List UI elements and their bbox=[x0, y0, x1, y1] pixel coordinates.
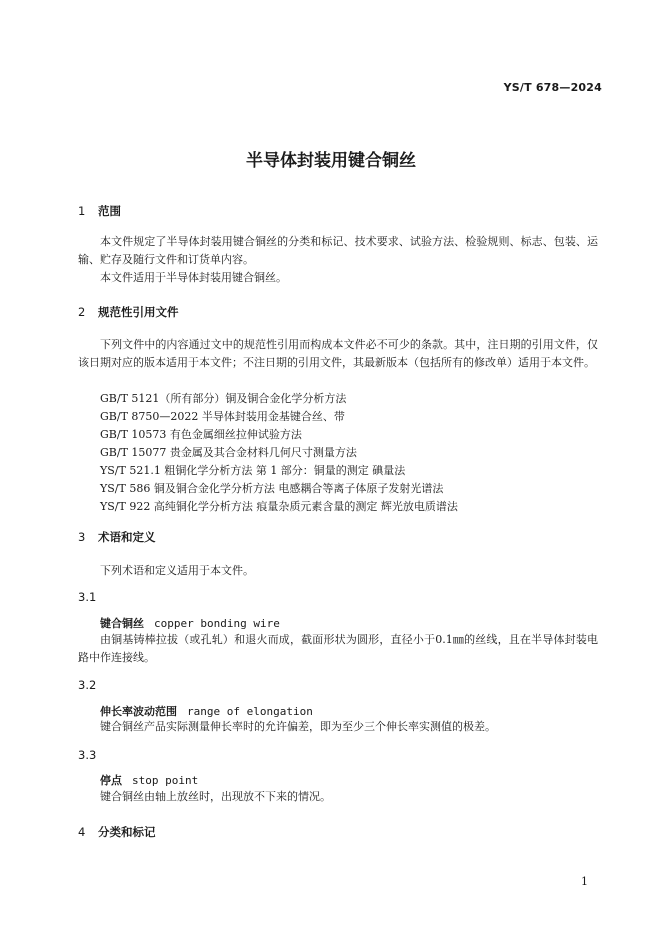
term-definition: 键合铜丝由轴上放丝时，出现放不下来的情况。 bbox=[100, 790, 331, 803]
term-chinese: 伸长率波动范围 bbox=[100, 705, 177, 718]
term-entry bbox=[100, 615, 280, 631]
section-heading-scope bbox=[78, 203, 121, 219]
term-english: stop point bbox=[132, 774, 199, 787]
term-entry bbox=[100, 703, 313, 719]
term-definition: 键合铜丝产品实际测量伸长率时的允许偏差，即为至少三个伸长率实测值的极差。 bbox=[100, 720, 496, 733]
paragraph-scope-1: 本文件规定了半导体封装用键合铜丝的分类和标记、技术要求、试验方法、检验规则、标志、包装、运输、贮存及随行文件和订货单内容。 bbox=[78, 235, 598, 266]
paragraph-references-intro: 下列文件中的内容通过文中的规范性引用而构成本文件必不可少的条款。其中，注日期的引用文件，仅该日期对应的版本适用于本文件；不注日期的引用文件，其最新版本（包括所有的修改单）适用于本文件。 bbox=[78, 338, 598, 369]
reference-item: GB/T 8750—2022 半导体封装用金基键合丝、带 bbox=[100, 410, 345, 423]
section-number: 4 bbox=[78, 825, 86, 839]
term-entry bbox=[100, 772, 198, 788]
term-english: range of elongation bbox=[187, 705, 313, 718]
section-heading-normative-references bbox=[78, 304, 179, 320]
reference-item: YS/T 922 高纯铜化学分析方法 痕量杂质元素含量的测定 辉光放电质谱法 bbox=[100, 500, 458, 513]
term-number: 3.1 bbox=[78, 590, 97, 604]
term-number: 3.3 bbox=[78, 748, 97, 762]
section-title: 范围 bbox=[98, 204, 121, 218]
document-title: 半导体封装用键合铜丝 bbox=[246, 151, 416, 171]
section-heading-terms bbox=[78, 529, 156, 545]
document-code: YS/T 678—2024 bbox=[503, 81, 602, 94]
term-definition: 由铜基铸棒拉拔（或孔轧）和退火而成，截面形状为圆形，直径小于0.1㎜的丝线，且在半导体封装电路中作连接线。 bbox=[78, 633, 598, 664]
reference-item: GB/T 15077 贵金属及其合金材料几何尺寸测量方法 bbox=[100, 446, 357, 459]
paragraph-terms-intro: 下列术语和定义适用于本文件。 bbox=[100, 564, 254, 577]
term-chinese: 停点 bbox=[100, 774, 122, 787]
section-title: 分类和标记 bbox=[98, 825, 156, 839]
reference-item: YS/T 521.1 粗铜化学分析方法 第 1 部分：铜量的测定 碘量法 bbox=[100, 464, 406, 477]
term-english: copper bonding wire bbox=[154, 617, 280, 630]
reference-item: GB/T 10573 有色金属细丝拉伸试验方法 bbox=[100, 428, 302, 441]
page-number: 1 bbox=[581, 875, 588, 888]
section-number: 2 bbox=[78, 305, 86, 319]
reference-item: YS/T 586 铜及铜合金化学分析方法 电感耦合等离子体原子发射光谱法 bbox=[100, 482, 444, 495]
term-number: 3.2 bbox=[78, 678, 97, 692]
section-number: 1 bbox=[78, 204, 86, 218]
term-chinese: 键合铜丝 bbox=[100, 617, 144, 630]
section-number: 3 bbox=[78, 530, 86, 544]
reference-item: GB/T 5121（所有部分）铜及铜合金化学分析方法 bbox=[100, 392, 347, 405]
section-title: 术语和定义 bbox=[98, 530, 156, 544]
section-heading-classification bbox=[78, 824, 156, 840]
paragraph-scope-2: 本文件适用于半导体封装用键合铜丝。 bbox=[100, 271, 287, 284]
section-title: 规范性引用文件 bbox=[98, 305, 179, 319]
